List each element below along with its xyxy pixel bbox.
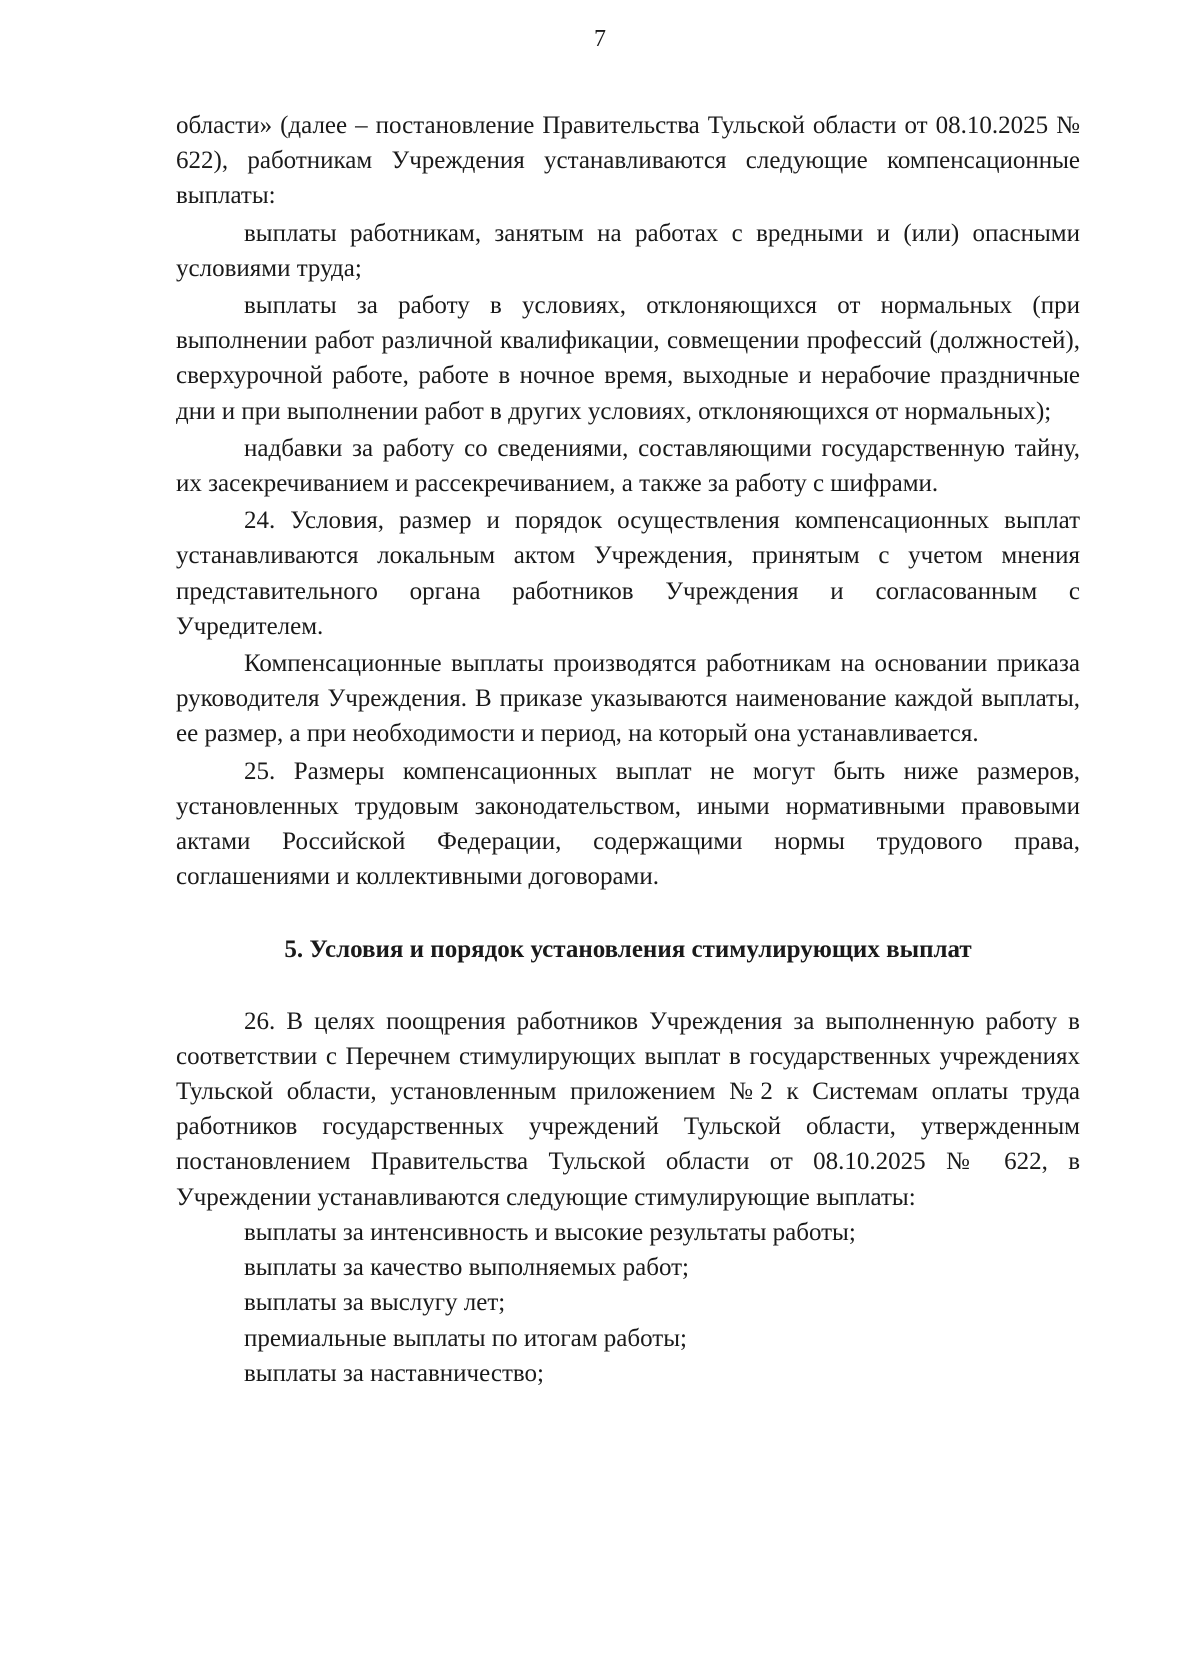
list-item: выплаты за выслугу лет; — [244, 1289, 506, 1317]
paragraph-24: 24. Условия, размер и порядок осуществления компенсационных выплат устанавливаются локальным актом Учреждения, принятым с учетом мнения представительного органа работников Учреждения и согласованным с Учредителем. — [176, 507, 1080, 640]
list-item: премиальные выплаты по итогам работы; — [244, 1324, 687, 1352]
paragraph-26: 26. В целях поощрения работников Учреждения за выполненную работу в соответствии с Перечнем стимулирующих выплат в государственных учреждениях Тульской области, установленным приложением №2 к Системам оплаты труда работников государственных учреждений Тульской области, утвержденным постановлением Правительства Тульской области от 08.10.2025 № 622, в Учреждении устанавливаются следующие стимулирующие выплаты: — [176, 1007, 1080, 1211]
list-item: выплаты за интенсивность и высокие результаты работы; — [244, 1218, 856, 1246]
paragraph-compensation-order: Компенсационные выплаты производятся работникам на основании приказа руководителя Учреждения. В приказе указываются наименование каждой выплаты, ее размер, а при необходимости и период, на который она устанавливается. — [176, 650, 1080, 748]
list-item: выплаты за качество выполняемых работ; — [244, 1254, 689, 1282]
paragraph-harmful-conditions: выплаты работникам, занятым на работах с вредными и (или) опасными условиями труда; — [176, 219, 1080, 282]
paragraph-25: 25. Размеры компенсационных выплат не могут быть ниже размеров, установленных трудовым законодательством, иными нормативными правовыми актами Российской Федерации, содержащими нормы трудового права, соглашениями и коллективными договорами. — [176, 757, 1080, 891]
document-body — [176, 108, 1080, 1391]
section-heading: 5. Условия и порядок установления стимулирующих выплат — [284, 936, 972, 964]
list-item: выплаты за наставничество; — [244, 1359, 544, 1387]
paragraph-continuation: области» (далее – постановление Правительства Тульской области от 08.10.2025 № 622), работникам Учреждения устанавливаются следующие компенсационные выплаты: — [176, 112, 1080, 210]
page-number: 7 — [594, 26, 606, 52]
paragraph-abnormal-conditions: выплаты за работу в условиях, отклоняющихся от нормальных (при выполнении работ различной квалификации, совмещении профессий (должностей), сверхурочной работе, работе в ночное время, выходные и нерабочие праздничные дни и при выполнении работ в других условиях, отклоняющихся от нормальных); — [176, 292, 1080, 425]
paragraph-state-secret: надбавки за работу со сведениями, составляющими государственную тайну, их засекречиванием и рассекречиванием, а также за работу с шифрами. — [176, 434, 1080, 498]
